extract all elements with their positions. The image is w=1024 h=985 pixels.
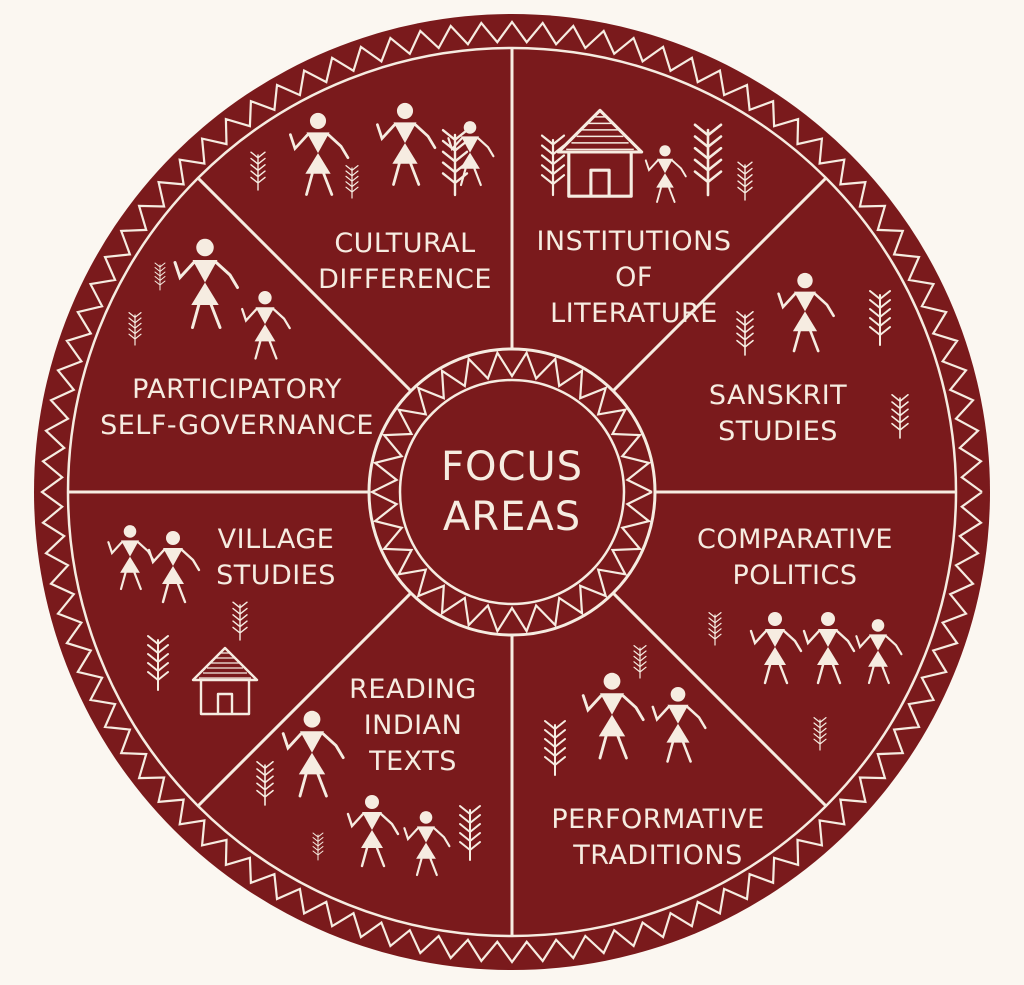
center-title-line1: FOCUS [440,444,584,490]
center-title [441,442,583,542]
label-village-studies: VILLAGE STUDIES [216,524,336,591]
label-cultural-difference: CULTURAL DIFFERENCE [318,228,492,295]
label-sanskrit-studies: SANSKRIT STUDIES [708,380,848,447]
center-title-line2: AREAS [442,494,582,540]
label-comparative-politics: COMPARATIVE POLITICS [697,524,893,591]
label-performative-traditions: PERFORMATIVE TRADITIONS [551,804,765,871]
label-reading-indian-texts: READING INDIAN TEXTS [349,674,477,777]
label-institutions-of-literature: INSTITUTIONS OF LITERATURE [536,226,732,329]
label-participatory-self-governance: PARTICIPATORY SELF-GOVERNANCE [100,374,374,441]
